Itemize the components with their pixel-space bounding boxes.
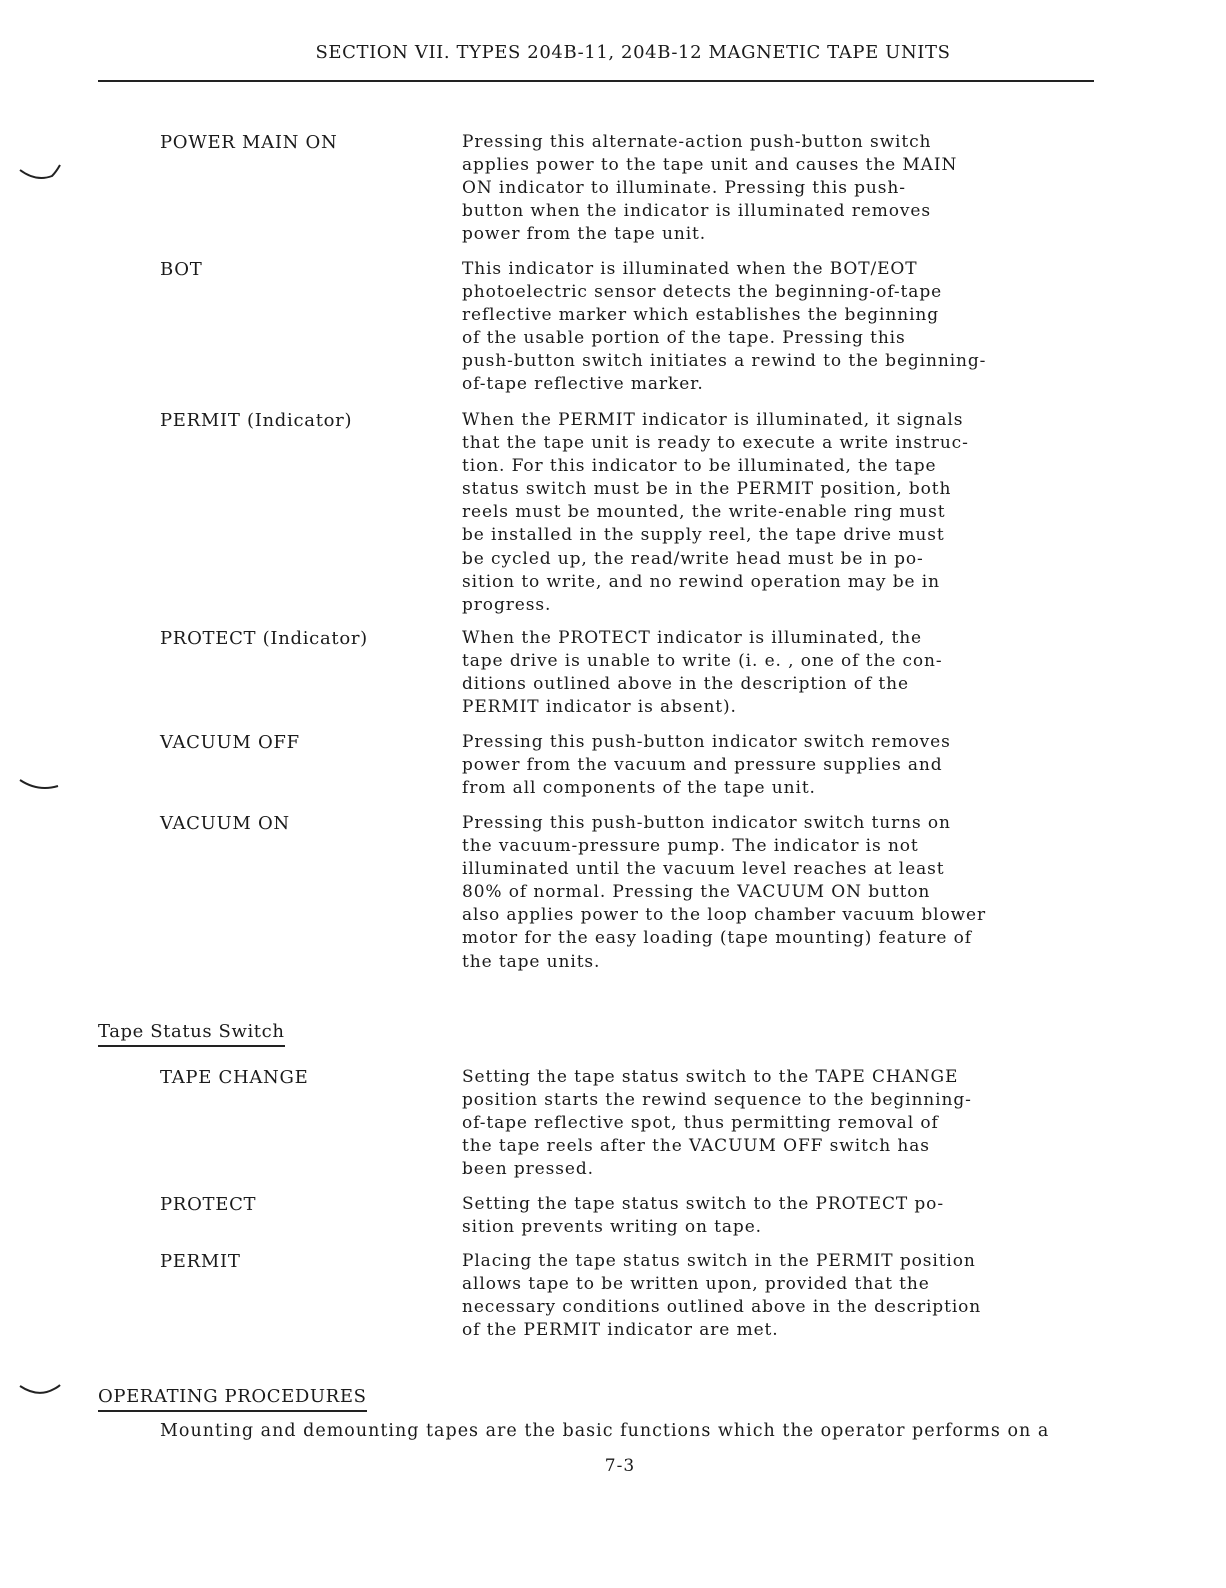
description-line: tape drive is unable to write (i. e. , one of the con- xyxy=(462,651,943,672)
status-term: PERMIT xyxy=(160,1251,241,1272)
description-line: of-tape reflective marker. xyxy=(462,374,704,395)
description-line: Pressing this push-button indicator switch turns on xyxy=(462,813,951,833)
description-line: PERMIT indicator is absent). xyxy=(462,697,737,718)
description-line: be cycled up, the read/write head must be in po- xyxy=(462,548,924,569)
description-line: When the PERMIT indicator is illuminated, it signals xyxy=(462,410,964,430)
status-term: TAPE CHANGE xyxy=(160,1067,309,1088)
control-description xyxy=(462,258,1042,397)
control-term: VACUUM OFF xyxy=(160,732,300,753)
control-term: PROTECT (Indicator) xyxy=(160,628,368,649)
description-line: necessary conditions outlined above in the description xyxy=(462,1297,982,1318)
margin-check-mark xyxy=(18,776,62,796)
description-line: of-tape reflective spot, thus permitting removal of xyxy=(462,1113,939,1134)
description-line: reflective marker which establishes the beginning xyxy=(462,305,940,326)
control-description xyxy=(462,812,1042,974)
description-line: power from the tape unit. xyxy=(462,224,707,245)
description-line: tion. For this indicator to be illuminated, the tape xyxy=(462,456,937,477)
description-line: reels must be mounted, the write-enable ring must xyxy=(462,502,946,523)
description-line: of the PERMIT indicator are met. xyxy=(462,1320,779,1341)
description-line: the vacuum-pressure pump. The indicator is not xyxy=(462,836,919,857)
description-line: position starts the rewind sequence to the beginning- xyxy=(462,1090,972,1111)
margin-check-mark xyxy=(18,160,62,186)
description-line: push-button switch initiates a rewind to the beginning- xyxy=(462,351,987,372)
description-line: 80% of normal. Pressing the VACUUM ON button xyxy=(462,882,931,903)
description-line: also applies power to the loop chamber vacuum blower xyxy=(462,905,987,926)
description-line: Setting the tape status switch to the TAPE CHANGE xyxy=(462,1067,959,1087)
description-line: Pressing this push-button indicator switch removes xyxy=(462,732,951,752)
description-line: illuminated until the vacuum level reaches at least xyxy=(462,859,945,880)
running-header: SECTION VII. TYPES 204B-11, 204B-12 MAGNETIC TAPE UNITS xyxy=(315,42,951,63)
description-line: applies power to the tape unit and causes the MAIN xyxy=(462,155,958,176)
description-line: ditions outlined above in the description of the xyxy=(462,674,909,695)
description-line: allows tape to be written upon, provided that the xyxy=(462,1274,930,1295)
description-line: power from the vacuum and pressure supplies and xyxy=(462,755,943,776)
description-line: of the usable portion of the tape. Pressing this xyxy=(462,328,906,349)
description-line: When the PROTECT indicator is illuminated, the xyxy=(462,628,922,648)
control-description xyxy=(462,409,1042,617)
control-description xyxy=(462,627,1042,719)
description-line: the tape units. xyxy=(462,951,601,972)
header-rule xyxy=(98,80,1094,82)
control-term: VACUUM ON xyxy=(160,813,290,834)
tape-status-heading: Tape Status Switch xyxy=(98,1020,285,1047)
control-term: BOT xyxy=(160,259,203,280)
description-line: status switch must be in the PERMIT position, both xyxy=(462,479,952,500)
operating-paragraph: Mounting and demounting tapes are the basic functions which the operator performs on a xyxy=(160,1421,1050,1441)
description-line: Placing the tape status switch in the PERMIT position xyxy=(462,1251,976,1271)
description-line: from all components of the tape unit. xyxy=(462,778,816,799)
description-line: This indicator is illuminated when the BOT/EOT xyxy=(462,259,918,279)
status-description xyxy=(462,1066,1042,1181)
description-line: button when the indicator is illuminated removes xyxy=(462,201,931,222)
margin-check-mark xyxy=(18,1380,62,1400)
operating-procedures-heading: OPERATING PROCEDURES xyxy=(98,1385,367,1412)
status-term: PROTECT xyxy=(160,1194,257,1215)
description-line: been pressed. xyxy=(462,1159,594,1180)
description-line: ON indicator to illuminate. Pressing this push- xyxy=(462,178,906,199)
control-description xyxy=(462,131,1042,246)
description-line: progress. xyxy=(462,594,552,615)
description-line: Setting the tape status switch to the PROTECT po- xyxy=(462,1194,944,1214)
description-line: the tape reels after the VACUUM OFF switch has xyxy=(462,1136,930,1157)
description-line: Pressing this alternate-action push-button switch xyxy=(462,132,932,152)
status-description xyxy=(462,1250,1042,1342)
control-description xyxy=(462,731,1042,800)
description-line: sition to write, and no rewind operation may be in xyxy=(462,571,940,592)
description-line: motor for the easy loading (tape mounting) feature of xyxy=(462,928,972,949)
control-term: POWER MAIN ON xyxy=(160,132,338,153)
description-line: sition prevents writing on tape. xyxy=(462,1217,762,1238)
description-line: that the tape unit is ready to execute a write instruc- xyxy=(462,433,969,454)
description-line: be installed in the supply reel, the tape drive must xyxy=(462,525,945,546)
status-description xyxy=(462,1193,1042,1239)
control-term: PERMIT (Indicator) xyxy=(160,410,353,431)
description-line: photoelectric sensor detects the beginning-of-tape xyxy=(462,282,943,303)
page-number: 7-3 xyxy=(604,1456,636,1476)
